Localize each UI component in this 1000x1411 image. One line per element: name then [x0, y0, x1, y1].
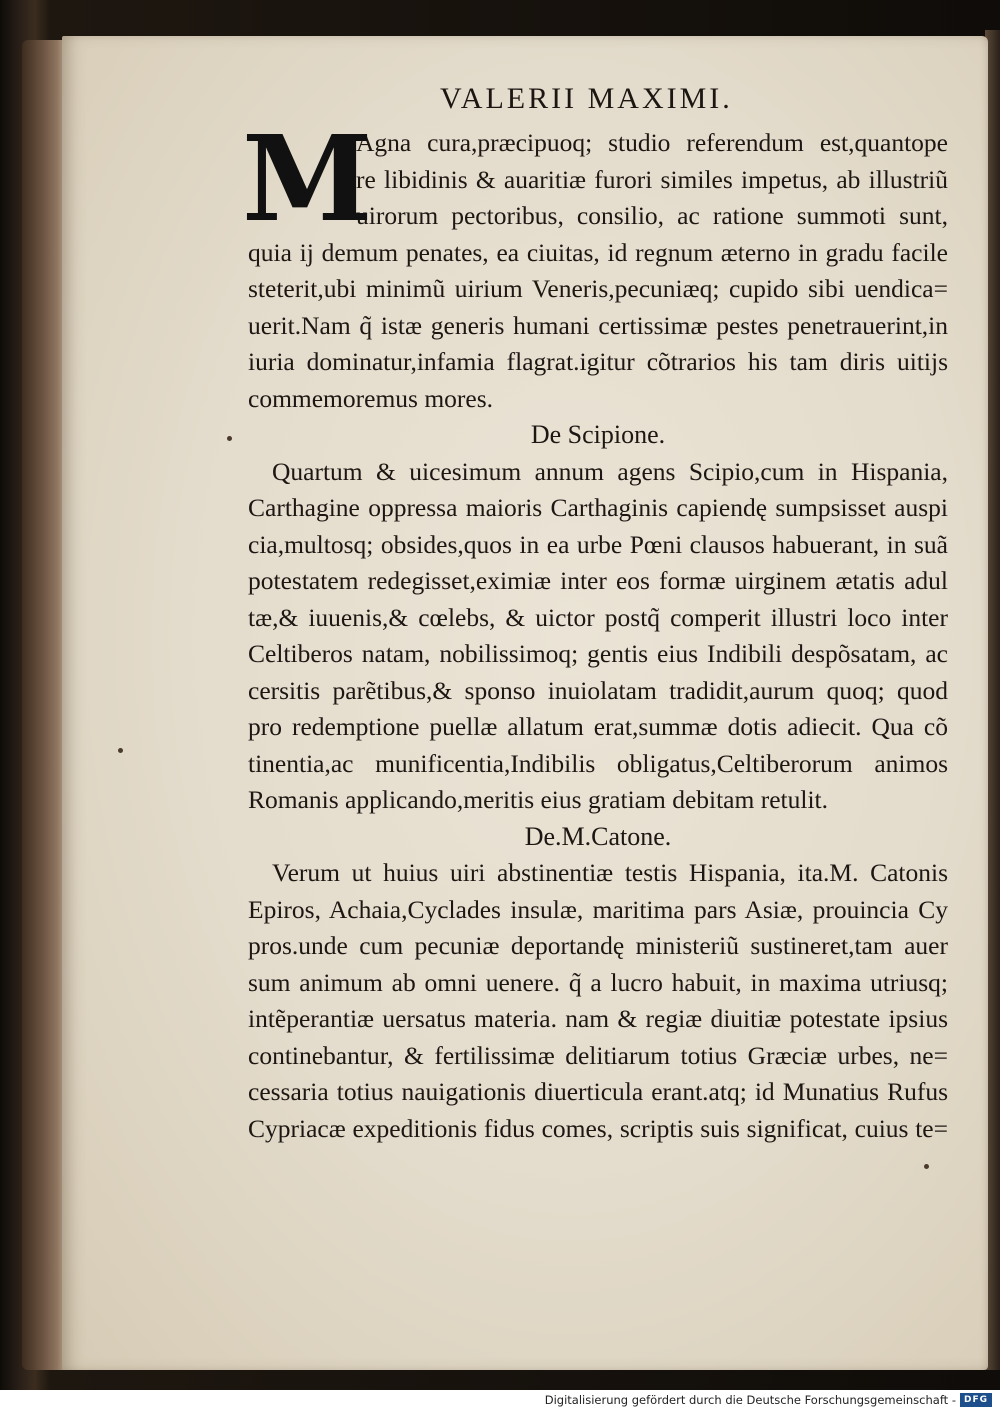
catone-paragraph [248, 855, 948, 1147]
dfg-logo: DFG [960, 1393, 992, 1407]
text-line: Carthagine oppressa maioris Carthaginis capiendę sumpsisset auspi [248, 493, 948, 522]
text-line: uerit.Nam q̃ istæ generis humani certissimæ pestes penetrauerint,in [248, 310, 948, 340]
text-line: pro redemptione puellæ allatum erat,summæ dotis adiecit. Qua cõ [248, 712, 948, 741]
text-line: Cypriacæ expeditionis fidus comes, scriptis suis significat, cuius te= [248, 1113, 948, 1143]
text-line: cersitis parẽtibus,& sponso inuiolatam tradidit,aurum quoq; quod [248, 675, 948, 705]
ink-speck [924, 1164, 929, 1169]
text-line: sum animum ab omni uenere. q̃ a lucro habuit, in maxima utriusq; [248, 967, 948, 997]
text-line: tæ,& iuuenis,& cœlebs, & uictor postq̃ comperit illustri loco inter [248, 602, 948, 632]
text-line: uirorum pectoribus, consilio, ac ratione summoti sunt, [356, 201, 948, 230]
text-line: tinentia,ac munificentia,Indibilis obligatus,Celtiberorum animos [248, 748, 948, 778]
dropcap-initial: M [242, 109, 373, 248]
scipione-paragraph [248, 454, 948, 819]
text-line: intẽperantiæ uersatus materia. nam & regiæ diuitiæ potestate ipsius [248, 1004, 948, 1033]
text-line: steterit,ubi minimũ uirium Veneris,pecuniæq; cupido sibi uendica= [248, 274, 948, 303]
text-line: cia,multosq; obsides,quos in ea urbe Pœni clausos habuerant, in suã [248, 529, 948, 559]
ink-speck [227, 436, 232, 441]
text-line: commemoremus mores. [248, 383, 494, 413]
text-line: potestatem redegisset,eximiæ inter eos formæ uirginem ætatis adul [248, 566, 948, 595]
text-line: Romanis applicando,meritis eius gratiam debitam retulit. [248, 785, 828, 814]
section-heading-scipione: De Scipione. [530, 420, 666, 449]
text-line: re libidinis & auaritiæ furori similes impetus, ab illustriũ [356, 164, 948, 194]
section-heading-catone: De.M.Catone. [524, 821, 672, 851]
ink-speck [118, 748, 123, 753]
text-line: Celtiberos natam, nobilissimoq; gentis eius Indibili despõsatam, ac [248, 639, 948, 668]
text-line: Agna cura,præcipuoq; studio referendum est,quantope [356, 128, 948, 157]
text-line: iuria dominatur,infamia flagrat.igitur cõtrarios his tam diris uitijs [248, 347, 948, 376]
text-line: Quartum & uicesimum annum agens Scipio,cum in Hispania, [272, 456, 948, 486]
funding-note: Digitalisierung gefördert durch die Deutsche Forschungsgemeinschaft - [544, 1393, 956, 1407]
text-line: cessaria totius nauigationis diuerticula erant.atq; id Munatius Rufus [248, 1077, 948, 1106]
intro-paragraph [242, 109, 948, 417]
text-line: quia ij demum penates, ea ciuitas, id regnum æterno in gradu facile [248, 237, 948, 267]
digitization-footer [0, 1390, 1000, 1411]
main-text [242, 109, 948, 1147]
text-line: continebantur, & fertilissimæ delitiarum totius Græciæ urbes, ne= [248, 1040, 948, 1070]
text-line: Verum ut huius uiri abstinentiæ testis Hispania, ita.M. Catonis [272, 858, 948, 887]
text-line: pros.unde cum pecuniæ deportandę ministeriũ sustineret,tam auer [248, 931, 948, 960]
text-line: Epiros, Achaia,Cyclades insulæ, maritima pars Asiæ, prouincia Cy [248, 894, 948, 924]
running-head: VALERII MAXIMI. [440, 82, 733, 115]
